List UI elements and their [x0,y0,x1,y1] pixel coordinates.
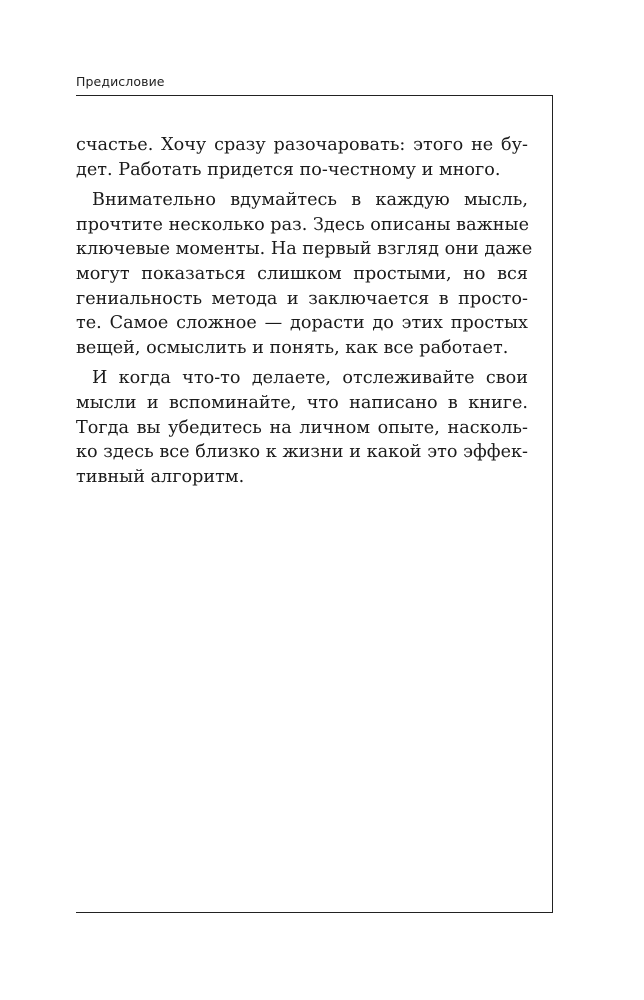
running-header: Предисловие [76,74,165,89]
text-line: Тогда вы убедитесь на личном опыте, насколь- [76,417,528,438]
text-line: мысли и вспоминайте, что написано в книге. [76,392,528,413]
text-line: дет. Работать придется по-честному и много. [76,159,501,180]
text-line: И когда что-то делаете, отслеживайте свои [92,368,528,389]
text-line: прочтите несколько раз. Здесь описаны важные [76,214,529,235]
text-line: счастье. Хочу сразу разочаровать: этого не бу- [76,135,528,155]
text-line: ко здесь все близко к жизни и какой это эффек- [76,442,528,463]
text-line: могут показаться слишком простыми, но вся [76,263,528,284]
text-line: ключевые моменты. На первый взгляд они даже [76,239,533,260]
text-line: Внимательно вдумайтесь в каждую мысль, [92,190,528,211]
body-text [76,133,533,489]
text-line: вещей, осмыслить и понять, как все работает. [76,337,509,358]
text-line: тивный алгоритм. [76,466,245,487]
text-line: гениальность метода и заключается в просто- [76,288,528,309]
paragraph-3 [76,366,528,489]
paragraph-1 [76,133,528,182]
text-line: те. Самое сложное — дорасти до этих простых [76,313,528,334]
paragraph-2 [76,188,533,360]
